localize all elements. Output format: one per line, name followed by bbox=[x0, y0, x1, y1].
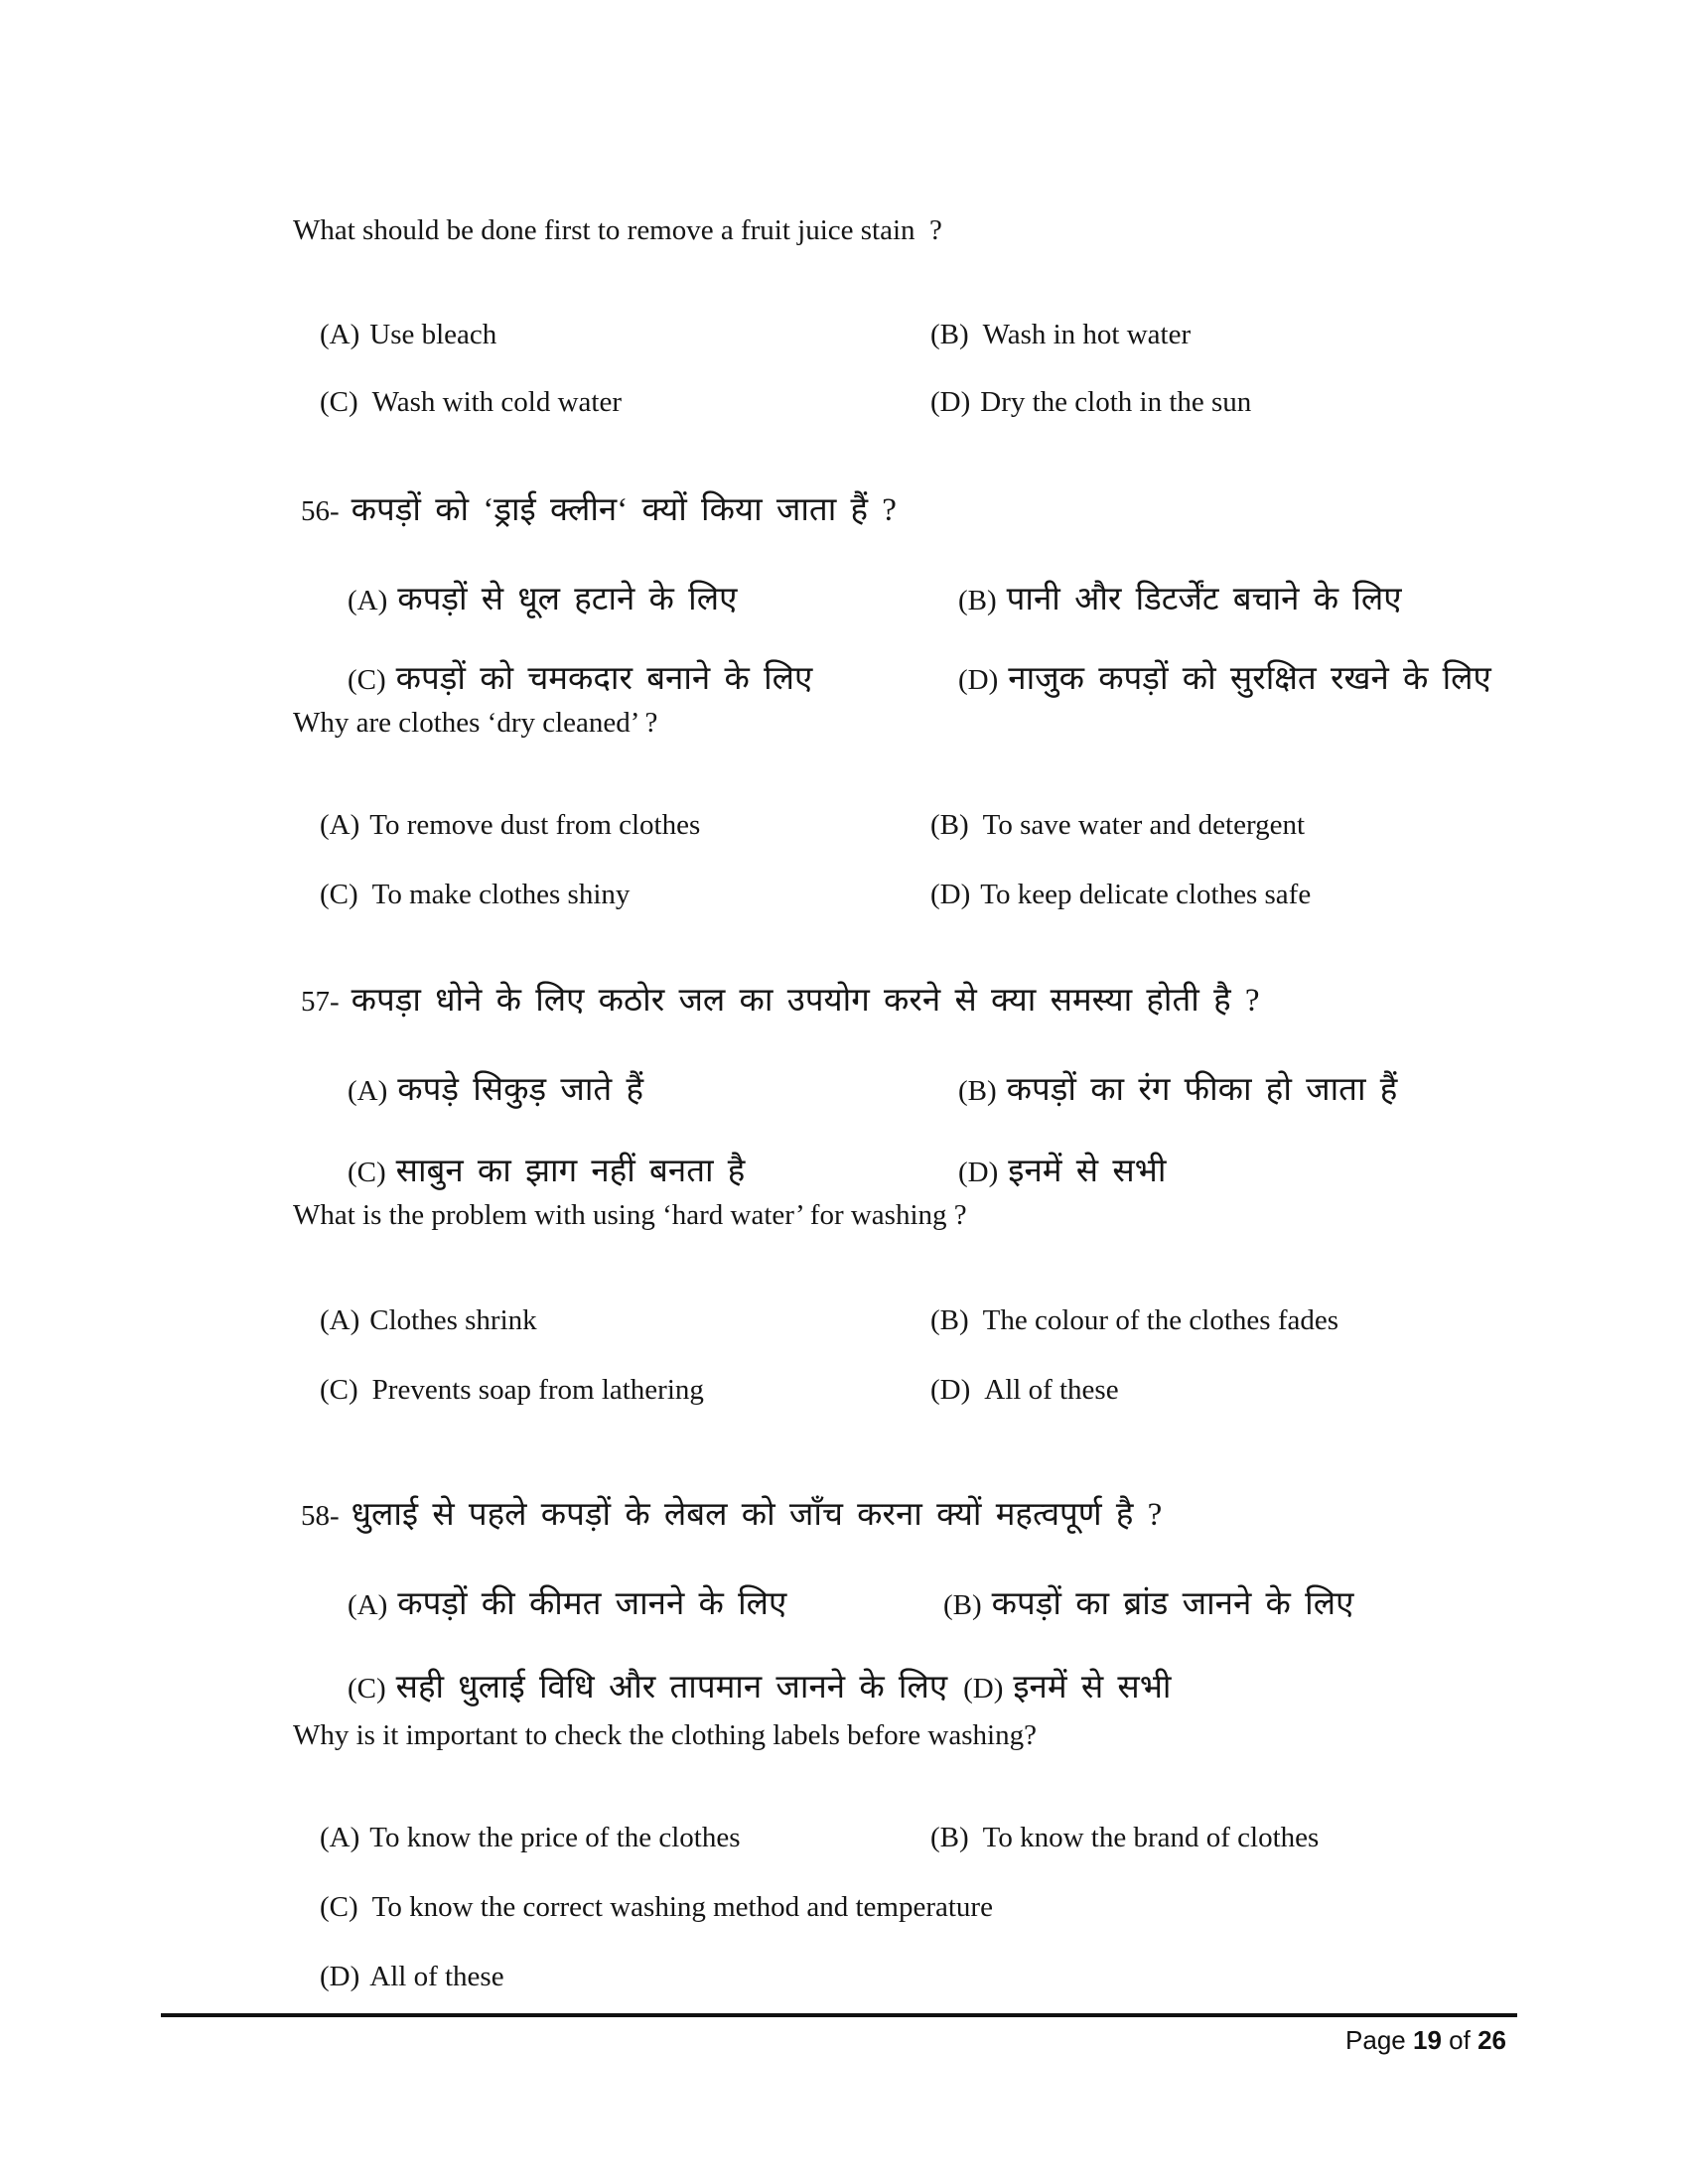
option-text: To know the price of the clothes bbox=[369, 1822, 741, 1854]
option-d bbox=[902, 353, 1251, 453]
option-label: (D) bbox=[320, 1961, 360, 1993]
option-text: कपड़ों से धूल हटाने के लिए bbox=[397, 581, 738, 617]
option-label: (A) bbox=[320, 809, 360, 842]
option-text: पानी और डिटर्जेंट बचाने के लिए bbox=[1006, 581, 1402, 617]
option-label: (D) bbox=[930, 879, 971, 911]
question-text: कपड़ों को ‘ड्राई क्लीन‘ क्यों किया जाता हैं ? bbox=[351, 491, 897, 528]
option-label: (A) bbox=[320, 1822, 360, 1854]
option-label: (B) bbox=[930, 1822, 969, 1854]
option-text: Clothes shrink bbox=[369, 1304, 537, 1337]
option-label: (B) bbox=[930, 319, 969, 351]
question-number: 56- bbox=[301, 494, 340, 527]
option-c bbox=[291, 1341, 704, 1440]
option-c bbox=[291, 846, 630, 945]
option-text: To know the correct washing method and temperature bbox=[371, 1891, 993, 1924]
option-text: To remove dust from clothes bbox=[369, 809, 701, 842]
question-text-english: What should be done first to remove a fruit juice stain ? bbox=[293, 214, 942, 246]
page-number-footer bbox=[161, 2025, 1506, 2056]
option-text: Wash in hot water bbox=[982, 319, 1192, 351]
option-text: सही धुलाई विधि और तापमान जानने के लिए bbox=[395, 1669, 948, 1706]
option-label: (B) bbox=[930, 809, 969, 842]
option-d bbox=[902, 846, 1311, 945]
option-text: The colour of the clothes fades bbox=[982, 1304, 1339, 1337]
option-label: (D) bbox=[930, 386, 971, 419]
option-text: To save water and detergent bbox=[982, 809, 1306, 842]
option-label: (C) bbox=[348, 1672, 386, 1705]
option-text: साबुन का झाग नहीं बनता है bbox=[395, 1153, 746, 1189]
option-label: (B) bbox=[930, 1304, 969, 1337]
option-text: कपड़ों की कीमत जानने के लिए bbox=[397, 1585, 787, 1622]
option-text: To know the brand of clothes bbox=[982, 1822, 1320, 1854]
option-label: (C) bbox=[320, 1374, 358, 1407]
option-label: (B) bbox=[958, 584, 997, 616]
option-text: कपड़ों का रंग फीका हो जाता हैं bbox=[1006, 1071, 1398, 1108]
question-number: 57- bbox=[301, 985, 340, 1018]
option-text: All of these bbox=[369, 1961, 504, 1993]
footer-prefix: Page bbox=[1345, 2025, 1406, 2055]
option-label: (D) bbox=[958, 1156, 999, 1188]
question-text: धुलाई से पहले कपड़ों के लेबल को जाँच करना क्यों महत्वपूर्ण है ? bbox=[351, 1496, 1163, 1533]
option-text: इनमें से सभी bbox=[1008, 1153, 1167, 1189]
option-text: इनमें से सभी bbox=[1013, 1669, 1172, 1706]
option-text: कपड़ों को चमकदार बनाने के लिए bbox=[395, 660, 813, 697]
question-number: 58- bbox=[301, 1499, 340, 1532]
option-d bbox=[902, 623, 1491, 737]
option-label: (C) bbox=[320, 386, 358, 419]
option-text: To make clothes shiny bbox=[371, 879, 631, 911]
option-c bbox=[291, 353, 622, 453]
option-label: (B) bbox=[958, 1074, 997, 1107]
option-text: To keep delicate clothes safe bbox=[980, 879, 1312, 911]
footer-total-pages: 26 bbox=[1477, 2025, 1506, 2055]
option-text: नाजुक कपड़ों को सुरक्षित रखने के लिए bbox=[1008, 660, 1491, 697]
option-label: (D) bbox=[958, 663, 999, 696]
option-label: (A) bbox=[320, 1304, 360, 1337]
option-text: Wash with cold water bbox=[371, 386, 623, 419]
option-label: (C) bbox=[320, 1891, 358, 1924]
option-label: (D) bbox=[963, 1672, 1004, 1705]
question-text: कपड़ा धोने के लिए कठोर जल का उपयोग करने से क्या समस्या होती है ? bbox=[351, 982, 1260, 1019]
option-label: (C) bbox=[348, 663, 386, 696]
question-text-english: Why is it important to check the clothing labels before washing? bbox=[293, 1719, 1037, 1751]
option-label: (C) bbox=[348, 1156, 386, 1188]
option-d bbox=[902, 1341, 1119, 1440]
footer-page-number: 19 bbox=[1413, 2025, 1442, 2055]
option-text: कपड़ों का ब्रांड जानने के लिए bbox=[991, 1585, 1354, 1622]
question-text-english: What is the problem with using ‘hard water’ for washing ? bbox=[293, 1199, 967, 1231]
option-text: कपड़े सिकुड़ जाते हैं bbox=[397, 1071, 643, 1108]
option-label: (A) bbox=[348, 584, 388, 616]
footer-divider bbox=[161, 2013, 1517, 2017]
option-label: (B) bbox=[943, 1588, 982, 1621]
option-text: Use bleach bbox=[369, 319, 497, 351]
option-label: (D) bbox=[930, 1374, 971, 1407]
option-label: (A) bbox=[348, 1588, 388, 1621]
option-label: (C) bbox=[320, 879, 358, 911]
option-label: (A) bbox=[320, 319, 360, 351]
option-text: All of these bbox=[984, 1374, 1119, 1407]
option-text: Dry the cloth in the sun bbox=[980, 386, 1252, 419]
option-text: Prevents soap from lathering bbox=[371, 1374, 704, 1407]
footer-of-label: of bbox=[1449, 2025, 1471, 2055]
option-label: (A) bbox=[348, 1074, 388, 1107]
question-text-english: Why are clothes ‘dry cleaned’ ? bbox=[293, 707, 658, 739]
